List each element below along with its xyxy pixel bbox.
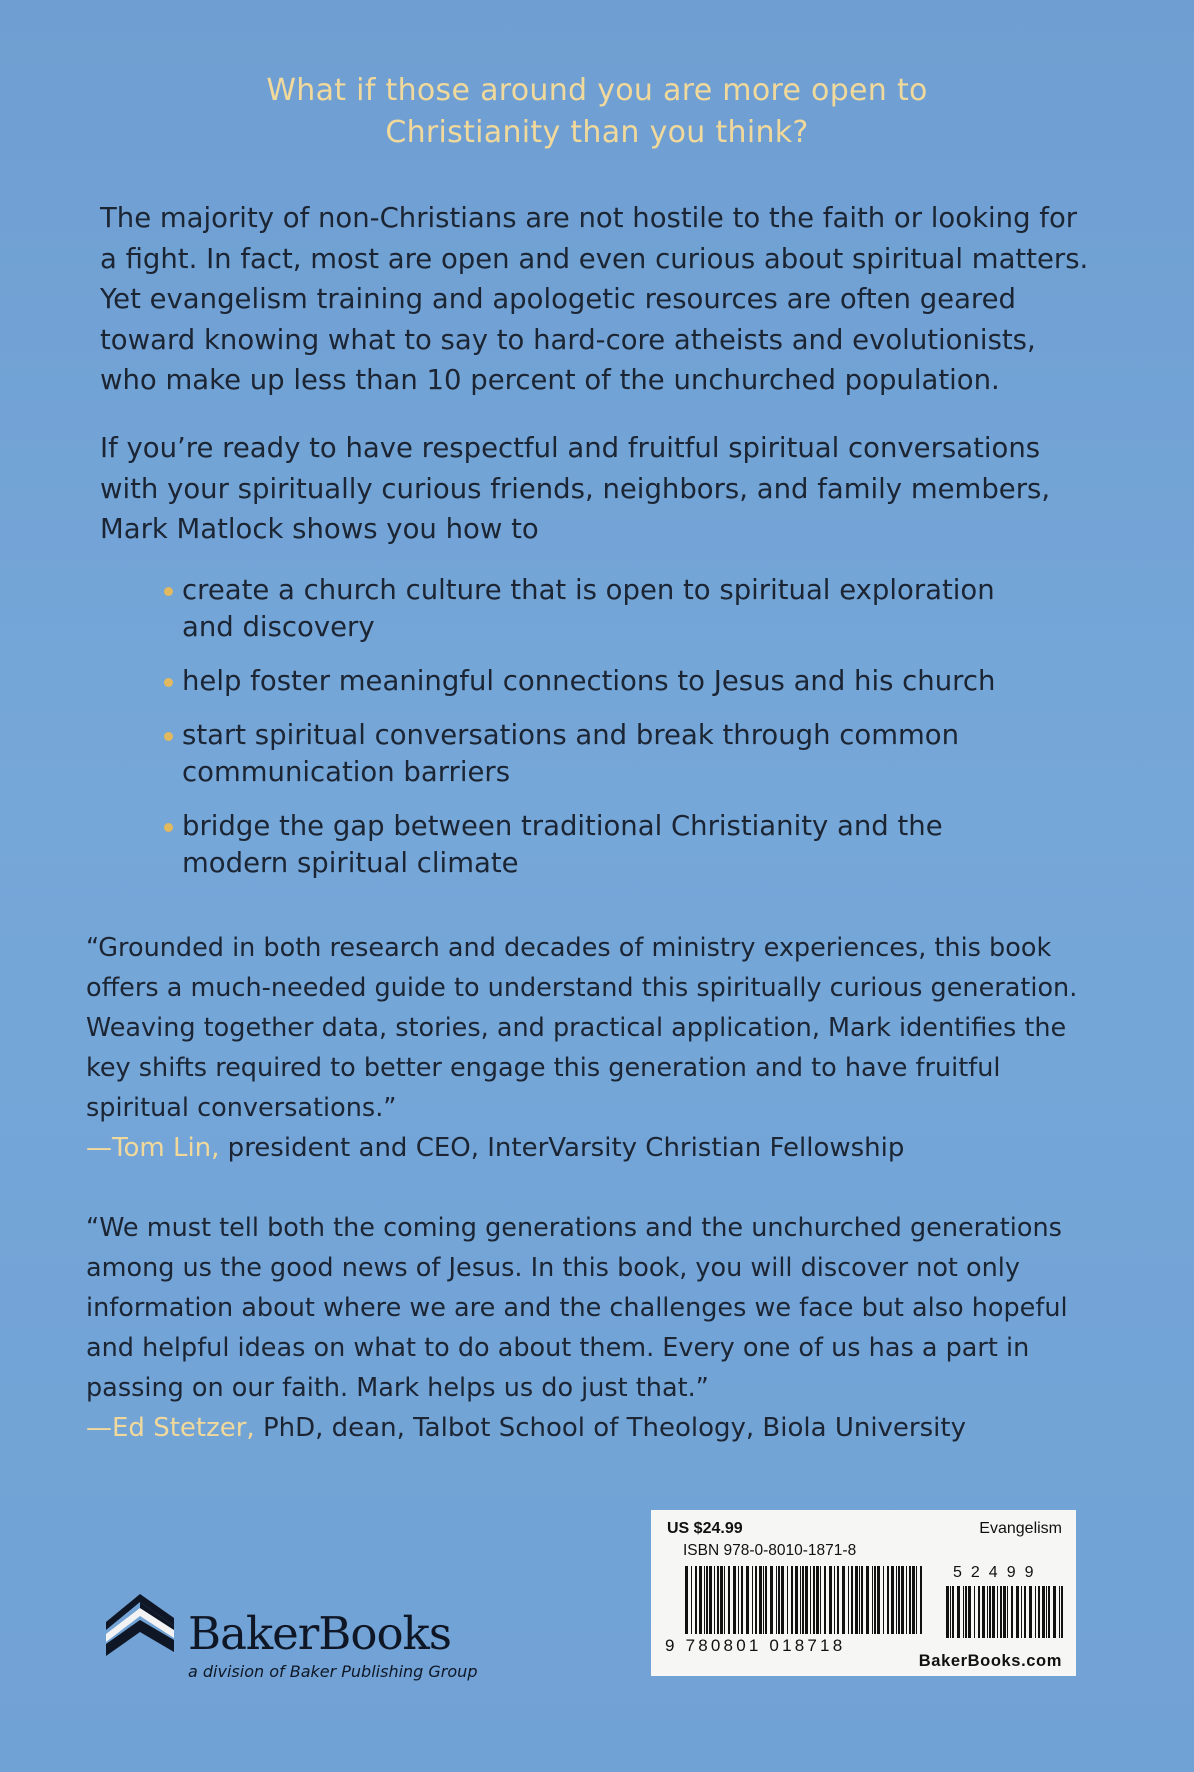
barcode-bar: [952, 1586, 954, 1638]
barcode-bar: [866, 1566, 869, 1634]
barcode-bar: [717, 1566, 719, 1634]
endorsement-line: spiritual conversations.”: [86, 1093, 397, 1123]
barcode-bar: [816, 1566, 819, 1634]
barcode-bar: [1024, 1586, 1026, 1638]
endorsement-ed-stetzer: [86, 1208, 1116, 1448]
barcode-bar: [906, 1566, 907, 1634]
barcode-bar: [877, 1566, 880, 1634]
barcode-bar: [982, 1586, 985, 1638]
lead-in-line: If you’re ready to have respectful and fruitful spiritual conversations: [100, 432, 1041, 464]
intro-line: a fight. In fact, most are open and even curious about spiritual matters.: [100, 242, 1089, 275]
barcode-bar: [965, 1586, 967, 1638]
bullet-dot-icon: [164, 732, 173, 741]
endorsement-line: “We must tell both the coming generations and the unchurched generations: [86, 1213, 1062, 1243]
barcode-bar: [1000, 1586, 1002, 1638]
bullet-item: [182, 717, 1082, 791]
barcode-bar: [829, 1566, 832, 1634]
barcode-bar: [883, 1566, 884, 1634]
barcode-bar: [787, 1566, 788, 1634]
barcode-bar: [1061, 1586, 1063, 1638]
barcode-bar: [1016, 1586, 1019, 1638]
barcode-bar: [1053, 1586, 1056, 1638]
barcode-bar: [992, 1586, 995, 1638]
bullet-dot-icon: [164, 678, 173, 687]
barcode-bar: [733, 1566, 736, 1634]
barcode-bar: [820, 1566, 821, 1634]
barcode-bar: [738, 1566, 739, 1634]
bullet-line: communication barriers: [182, 756, 511, 788]
barcode-bar: [765, 1566, 767, 1634]
barcode-bar: [987, 1586, 988, 1638]
endorsement-line: and helpful ideas on what to do about them. Every one of us has a part in: [86, 1333, 1030, 1363]
barcode-bar: [805, 1566, 808, 1634]
isbn: ISBN 978-0-8010-1871-8: [683, 1542, 857, 1559]
barcode-bar: [810, 1566, 811, 1634]
barcode-bar: [887, 1566, 889, 1634]
barcode-bar: [685, 1566, 688, 1634]
barcode-bar: [776, 1566, 777, 1634]
lead-in-line: with your spiritually curious friends, neighbors, and family members,: [100, 472, 1051, 505]
endorsement-line: information about where we are and the challenges we face but also hopeful: [86, 1293, 1068, 1323]
barcode-bar: [861, 1566, 863, 1634]
bullet-item: [182, 663, 1082, 700]
barcode-bar: [946, 1586, 949, 1638]
barcode-bar: [1029, 1586, 1032, 1638]
barcode-bar: [963, 1586, 964, 1638]
bullet-item: [182, 572, 1082, 646]
price-code: 52499: [953, 1564, 1043, 1581]
barcode-bar: [950, 1586, 951, 1638]
bullet-line: create a church culture that is open to spiritual exploration: [182, 574, 995, 606]
barcode-bar: [1011, 1586, 1013, 1638]
barcode-bar: [920, 1566, 922, 1634]
lead-in-paragraph: [100, 428, 1100, 550]
barcode-bar: [859, 1566, 860, 1634]
bullet-line: and discovery: [182, 611, 375, 643]
barcode-bar: [855, 1566, 858, 1634]
endorser-name: —Tom Lin,: [86, 1133, 220, 1163]
barcode-bar: [691, 1566, 692, 1634]
barcode-bar: [781, 1566, 784, 1634]
endorsement-line: “Grounded in both research and decades of ministry experiences, this book: [86, 933, 1052, 963]
lead-in-line: Mark Matlock shows you how to: [100, 513, 539, 545]
barcode-bar: [720, 1566, 723, 1634]
endorser-title: president and CEO, InterVarsity Christian Fellowship: [219, 1133, 905, 1163]
barcode-bar: [1021, 1586, 1022, 1638]
barcode-bar: [842, 1566, 845, 1634]
barcode-bar: [912, 1566, 915, 1634]
barcode-bar: [1046, 1586, 1047, 1638]
barcode-bar: [699, 1566, 702, 1634]
barcode-bar: [763, 1566, 764, 1634]
barcode-bar: [795, 1566, 798, 1634]
barcode-bar: [1003, 1586, 1006, 1638]
endorsement-line: passing on our faith. Mark helps us do just that.”: [86, 1373, 709, 1403]
endorsement-tom-lin: [86, 928, 1116, 1168]
barcode-bar: [728, 1566, 730, 1634]
barcode-bar: [898, 1566, 900, 1634]
barcode-bar: [1048, 1586, 1050, 1638]
barcode-bar: [916, 1566, 917, 1634]
barcode-bar: [851, 1566, 853, 1634]
barcode-bar: [874, 1566, 876, 1634]
barcode-bar: [872, 1566, 873, 1634]
bullet-dot-icon: [164, 823, 173, 832]
endorsement-attribution: [86, 1128, 1116, 1168]
barcode-bar: [957, 1586, 960, 1638]
publisher-tagline: a division of Baker Publishing Group: [188, 1662, 478, 1681]
price: US $24.99: [667, 1520, 743, 1537]
barcode-bar: [1042, 1586, 1045, 1638]
barcode-bar: [759, 1566, 762, 1634]
book-stack-icon: [100, 1588, 180, 1660]
barcode-bar: [891, 1566, 894, 1634]
barcode-bar: [837, 1566, 839, 1634]
barcode-bar: [714, 1566, 715, 1634]
barcode-bar: [997, 1586, 998, 1638]
barcode-bar: [706, 1566, 708, 1634]
intro-paragraph: [100, 198, 1100, 401]
barcode-bar: [778, 1566, 780, 1634]
barcode-bar: [1035, 1586, 1036, 1638]
bullet-list: [182, 572, 1082, 882]
bullet-item: [182, 808, 1082, 882]
barcode-bar: [709, 1566, 712, 1634]
barcode-bar: [901, 1566, 904, 1634]
endorser-title: PhD, dean, Talbot School of Theology, Biola University: [254, 1413, 966, 1443]
barcode-bar: [791, 1566, 793, 1634]
barcode-label: [651, 1510, 1076, 1676]
intro-line: Yet evangelism training and apologetic resources are often geared: [100, 283, 1017, 315]
bullet-line: help foster meaningful connections to Jesus and his church: [182, 665, 996, 697]
barcode-bar: [989, 1586, 991, 1638]
endorsement-line: offers a much-needed guide to understand this spiritually curious generation.: [86, 973, 1078, 1003]
bullet-dot-icon: [164, 587, 173, 596]
publisher-logo: [100, 1588, 500, 1688]
category: Evangelism: [979, 1520, 1062, 1537]
barcode-bar: [802, 1566, 804, 1634]
barcode-bar: [834, 1566, 835, 1634]
website: BakerBooks.com: [918, 1652, 1062, 1670]
headline: [0, 70, 1194, 154]
bullet-line: bridge the gap between traditional Christianity and the: [182, 810, 943, 842]
barcode-bar: [746, 1566, 749, 1634]
publisher-name: BakerBooks: [188, 1607, 451, 1660]
barcode-bar: [770, 1566, 773, 1634]
barcode-bar: [824, 1566, 826, 1634]
barcode-bar: [752, 1566, 753, 1634]
endorsement-line: key shifts required to better engage this generation and to have fruitful: [86, 1053, 1001, 1083]
barcode-bar: [704, 1566, 705, 1634]
barcode-bar: [741, 1566, 743, 1634]
isbn-barcode-icon: [685, 1566, 925, 1634]
endorser-name: —Ed Stetzer,: [86, 1413, 255, 1443]
endorsement-line: among us the good news of Jesus. In this book, you will discover not only: [86, 1253, 1020, 1283]
barcode-bar: [755, 1566, 757, 1634]
headline-line-2: Christianity than you think?: [385, 115, 809, 150]
endorsement-line: Weaving together data, stories, and practical application, Mark identifies the: [86, 1013, 1067, 1043]
barcode-bar: [813, 1566, 815, 1634]
barcode-bar: [848, 1566, 849, 1634]
intro-line: who make up less than 10 percent of the unchurched population.: [100, 364, 1000, 396]
barcode-digits: 9 780801 018718: [665, 1636, 846, 1655]
bullet-line: start spiritual conversations and break through common: [182, 719, 960, 751]
barcode-bar: [978, 1586, 980, 1638]
price-barcode-icon: [946, 1586, 1064, 1638]
barcode-bar: [974, 1586, 975, 1638]
barcode-bar: [1038, 1586, 1040, 1638]
barcode-bar: [695, 1566, 697, 1634]
headline-line-1: What if those around you are more open to: [266, 73, 928, 108]
barcode-bar: [896, 1566, 897, 1634]
barcode-bar: [909, 1566, 911, 1634]
barcode-bar: [1059, 1586, 1060, 1638]
barcode-bar: [800, 1566, 801, 1634]
barcode-bar: [724, 1566, 725, 1634]
barcode-bar: [1007, 1586, 1008, 1638]
endorsement-attribution: [86, 1408, 1116, 1448]
intro-line: The majority of non-Christians are not hostile to the faith or looking for: [100, 202, 1078, 234]
bullet-line: modern spiritual climate: [182, 847, 519, 879]
barcode-bar: [968, 1586, 971, 1638]
intro-line: toward knowing what to say to hard-core atheists and evolutionists,: [100, 323, 1036, 356]
